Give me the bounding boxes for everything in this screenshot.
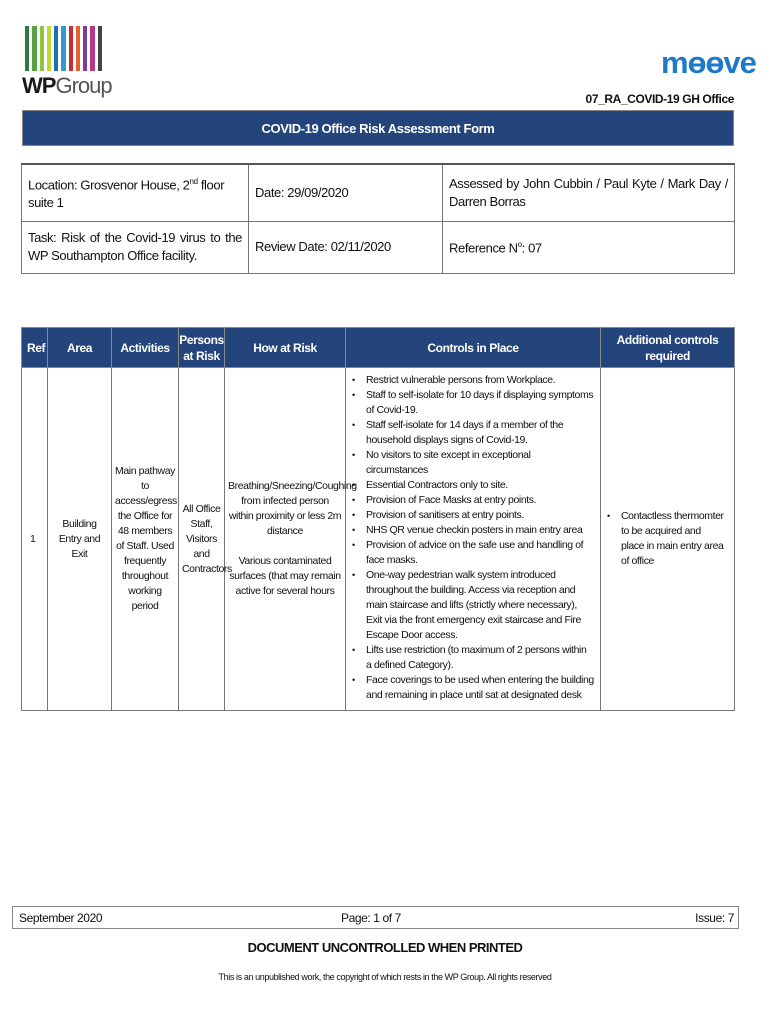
risk-assessment-table <box>21 327 735 711</box>
logo-bar <box>32 26 36 71</box>
logo-bar <box>69 26 73 71</box>
list-item: • Provision of advice on the safe use and handling of face masks. <box>350 538 594 568</box>
header-additional-controls: Additional controls required <box>601 328 735 368</box>
list-item: • One-way pedestrian walk system introduced throughout the building. Access via reception and main staircase and lifts (strictly where necessary), Exit via the front emergency exit staircase and Fire Escape Door access. <box>350 568 594 643</box>
footer-issue: Issue: 7 <box>695 911 734 925</box>
footer-page-number: Page: 1 of 7 <box>341 911 401 925</box>
date-cell: Date: 29/09/2020 <box>249 164 443 221</box>
row-area: Building Entry and Exit <box>48 368 112 711</box>
header-controls-in-place: Controls in Place <box>346 328 601 368</box>
moove-logo: mɵɵve <box>661 45 756 80</box>
header-how-at-risk: How at Risk <box>225 328 346 368</box>
reference-cell: Reference $N^o$: 07 <box>443 221 735 273</box>
how-at-risk-breathing: Breathing/Sneezing/Coughing from infected person within proximity or less 2m distance <box>228 480 357 537</box>
list-item: • Provision of Face Masks at entry points. <box>350 493 594 508</box>
task-cell: Task: Risk of the Covid-19 virus to the WP Southampton Office facility. <box>22 221 249 273</box>
review-date-cell: Review Date: 02/11/2020 <box>249 221 443 273</box>
table-header-row <box>22 328 735 368</box>
logo-bar <box>90 26 94 71</box>
logo-bar <box>47 26 51 71</box>
row-additional-controls <box>601 368 735 711</box>
logo-bar <box>98 26 102 71</box>
list-item: • Provision of sanitisers at entry points. <box>350 508 594 523</box>
header-area: Area <box>48 328 112 368</box>
list-item: • Staff self-isolate for 14 days if a member of the household displays signs of Covid-19. <box>350 418 594 448</box>
logo-bar <box>25 26 29 71</box>
list-item: • Lifts use restriction (to maximum of 2 persons within a defined Category). <box>350 643 594 673</box>
logo-bar <box>76 26 80 71</box>
list-item: • Staff to self-isolate for 10 days if displaying symptoms of Covid-19. <box>350 388 594 418</box>
logo-bar <box>83 26 87 71</box>
list-item: • Face coverings to be used when entering the building and remaining in place until sat at designated desk <box>350 673 594 703</box>
assessment-info-table <box>21 163 735 274</box>
row-controls-in-place <box>346 368 601 711</box>
list-item: • No visitors to site except in exceptional circumstances <box>350 448 594 478</box>
controls-list <box>350 373 594 703</box>
how-at-risk-surfaces: Various contaminated surfaces (that may remain active for several hours <box>229 555 341 597</box>
header-persons-at-risk: Persons at Risk <box>179 328 225 368</box>
logo-wordmark: WPGroup <box>22 73 112 98</box>
list-item: • Contactless thermomter to be acquired and place in main entry area of office <box>605 509 726 569</box>
uncontrolled-notice: DOCUMENT UNCONTROLLED WHEN PRINTED <box>247 940 523 955</box>
copyright-notice: This is an unpublished work, the copyright of which rests in the WP Group. All rights reserved <box>218 972 552 982</box>
logo-bar <box>54 26 58 71</box>
footer-date: September 2020 <box>19 911 103 925</box>
document-reference: 07_RA_COVID-19 GH Office <box>585 92 734 106</box>
row-ref: 1 <box>22 368 48 711</box>
header-activities: Activities <box>112 328 179 368</box>
table-row <box>22 368 735 711</box>
row-persons-at-risk: All Office Staff, Visitors and Contractors <box>179 368 225 711</box>
list-item: • NHS QR venue checkin posters in main entry area <box>350 523 594 538</box>
logo-bar <box>40 26 44 71</box>
list-item: • Restrict vulnerable persons from Workplace. <box>350 373 594 388</box>
list-item: • Essential Contractors only to site. <box>350 478 594 493</box>
logo-bar <box>61 26 65 71</box>
row-how-at-risk <box>225 368 357 711</box>
header-ref: Ref <box>22 328 48 368</box>
location-cell: Location: Grosvenor House, 2nd floor suite 1 <box>22 164 249 221</box>
form-title: COVID-19 Office Risk Assessment Form <box>22 110 734 146</box>
assessed-by-cell: Assessed by John Cubbin / Paul Kyte / Mark Day / Darren Borras <box>443 164 735 221</box>
row-activities: Main pathway to access/egress the Office for 48 members of Staff. Used frequently throughout working period <box>112 368 179 711</box>
page-footer <box>12 906 739 929</box>
wp-group-logo <box>22 26 112 104</box>
logo-bars <box>25 26 102 71</box>
additional-controls-list <box>605 509 726 569</box>
